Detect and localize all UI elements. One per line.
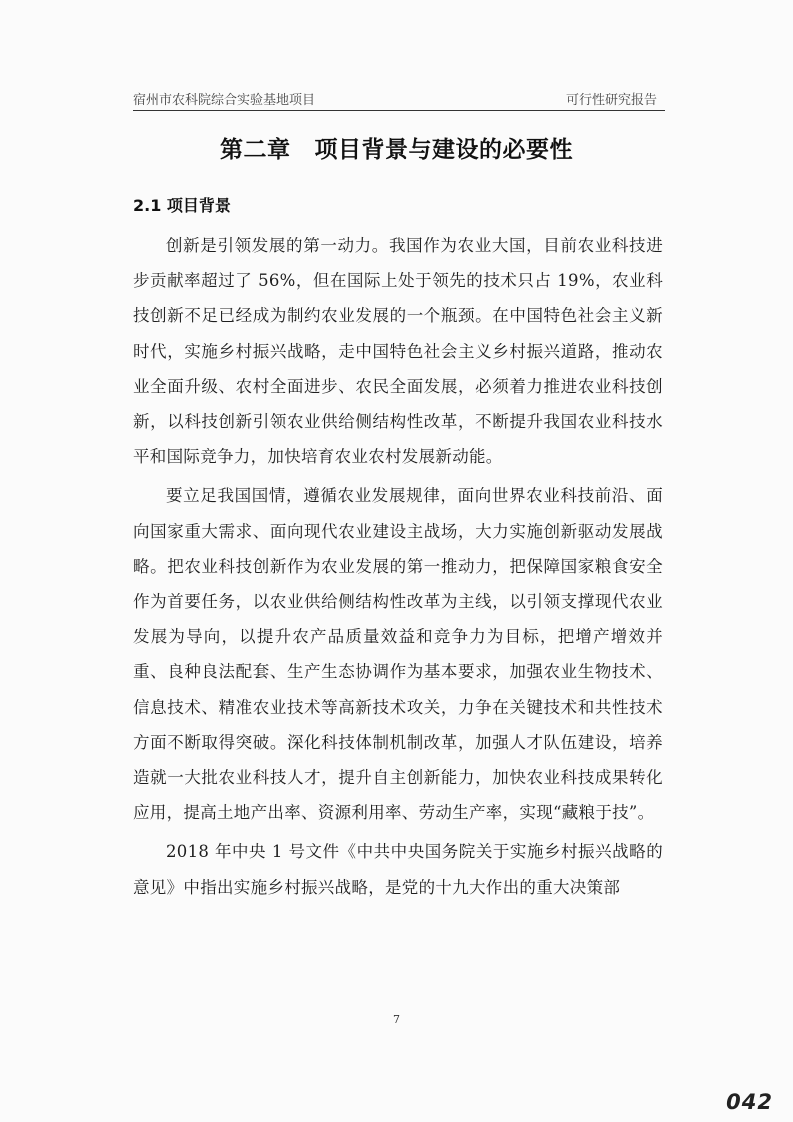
header-project-name: 宿州市农科院综合实验基地项目 bbox=[133, 93, 316, 108]
body-text bbox=[133, 228, 663, 909]
paragraph: 创新是引领发展的第一动力。我国作为农业大国，目前农业科技进步贡献率超过了 56%，但在国际上处于领先的技术只占 19%，农业科技创新不足已经成为制约农业发展的一个瓶颈。在中国特色社会主义新时代，实施乡村振兴战略，走中国特色社会主义乡村振兴道路，推动农业全面升级、农村全面进步、农民全面发展，必须着力推进农业科技创新，以科技创新引领农业供给侧结构性改革，不断提升我国农业科技水平和国际竞争力，加快培育农业农村发展新动能。 bbox=[133, 236, 663, 467]
header-divider bbox=[133, 110, 665, 111]
chapter-title bbox=[0, 131, 793, 164]
handwritten-page-stamp: 042 bbox=[726, 1090, 773, 1114]
chapter-number: 第二章 bbox=[220, 137, 291, 163]
section-heading: 2.1 项目背景 bbox=[133, 196, 231, 215]
paragraph: 要立足我国国情，遵循农业发展规律，面向世界农业科技前沿、面向国家重大需求、面向现代农业建设主战场，大力实施创新驱动发展战略。把农业科技创新作为农业发展的第一推动力，把保障国家粮食安全作为首要任务，以农业供给侧结构性改革为主线，以引领支撑现代农业发展为导向，以提升农产品质量效益和竞争力为目标，把增产增效并重、良种良法配套、生产生态协调作为基本要求，加强农业生物技术、信息技术、精准农业技术等高新技术攻关，力争在关键技术和共性技术方面不断取得突破。深化科技体制机制改革，加强人才队伍建设，培养造就一大批农业科技人才，提升自主创新能力，加快农业科技成果转化应用，提高土地产出率、资源利用率、劳动生产率，实现“藏粮于技”。 bbox=[133, 486, 663, 823]
header-report-type: 可行性研究报告 bbox=[565, 93, 657, 108]
paragraph: 2018 年中央 1 号文件《中共中央国务院关于实施乡村振兴战略的意见》中指出实施乡村振兴战略，是党的十九大作出的重大决策部 bbox=[133, 842, 663, 897]
chapter-name: 项目背景与建设的必要性 bbox=[314, 137, 573, 163]
page-number: 7 bbox=[393, 1013, 400, 1026]
